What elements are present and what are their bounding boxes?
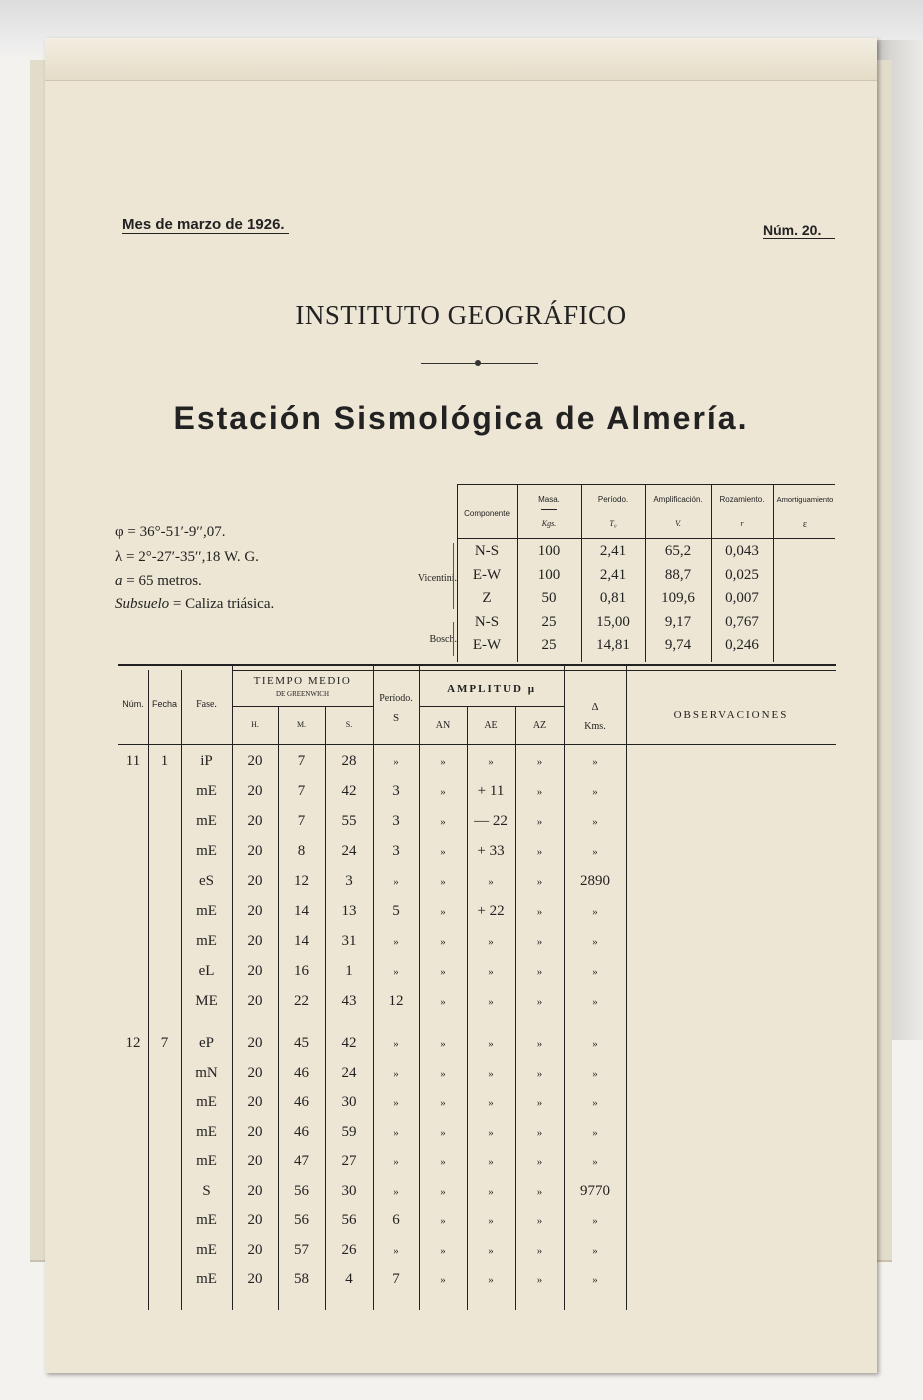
header-componente: Componente: [464, 509, 510, 518]
instrument-table-top-rule: [457, 484, 835, 485]
second-cell: 28: [341, 753, 357, 769]
altitude: [115, 573, 202, 590]
distance-cell: »: [592, 1067, 598, 1080]
distance-cell: »: [592, 816, 598, 828]
header-amplificacion-symbol: V.: [675, 519, 681, 528]
amplitude-e-cell: »: [488, 1215, 494, 1227]
header-tiempo-medio: TIEMPO MEDIO: [253, 675, 352, 687]
amplitude-n-cell: »: [440, 1274, 446, 1286]
header-observaciones: OBSERVACIONES: [673, 709, 789, 721]
instrument-friction-cell: 0,246: [725, 637, 759, 653]
second-cell: 30: [341, 1094, 357, 1110]
distance-cell: »: [592, 996, 598, 1008]
distance-cell: »: [592, 906, 598, 918]
phase-cell: mE: [196, 783, 217, 799]
amplitude-e-cell: + 11: [477, 783, 505, 799]
amplitude-z-cell: »: [536, 1274, 543, 1286]
instrument-amplification-cell: 109,6: [661, 590, 695, 606]
phase-cell: mE: [196, 903, 217, 919]
amplitude-n-cell: »: [440, 756, 446, 768]
header-amplificacion: Amplificación.: [653, 495, 703, 504]
longitude: λ = 2°-27′-35′′,18 W. G.: [115, 549, 259, 565]
amplitude-n-cell: »: [440, 1215, 446, 1227]
distance-cell: »: [592, 1097, 598, 1109]
instrument-mass-cell: 100: [537, 543, 561, 559]
amplitude-n-cell: »: [440, 1156, 446, 1168]
header-amortiguamiento: Amortiguamiento: [776, 495, 834, 504]
phase-cell: iP: [200, 753, 213, 769]
header-h: H.: [251, 720, 259, 729]
header-num: Núm.: [122, 699, 144, 709]
amplitude-e-cell: »: [488, 1038, 494, 1050]
amplitude-n-cell: »: [440, 1244, 446, 1257]
amplitude-n-cell: »: [440, 966, 446, 978]
period-cell: 5: [392, 903, 400, 919]
period-cell: 7: [392, 1271, 400, 1287]
second-cell: 24: [341, 843, 357, 859]
instrument-period-cell: 0,81: [599, 590, 627, 606]
distance-cell: 9770: [580, 1182, 610, 1199]
header-masa-unit: Kgs.: [541, 519, 557, 528]
bosch-label: Bosch.: [429, 634, 457, 645]
document-page: [45, 38, 877, 1373]
phase-cell: mE: [196, 843, 217, 859]
amplitude-n-cell: »: [440, 786, 446, 798]
distance-cell: »: [592, 1126, 598, 1139]
month-header: Mes de marzo de 1926.: [122, 216, 289, 234]
hour-cell: 20: [247, 903, 263, 919]
minute-cell: 7: [297, 753, 306, 769]
header-masa: Masa.: [538, 495, 560, 504]
header-an: AN: [435, 720, 451, 731]
latitude: φ = 36°-51′-9′′,07.: [115, 524, 226, 540]
phase-cell: eS: [199, 873, 214, 889]
amplitude-e-cell: »: [488, 966, 494, 978]
header-amortiguamiento-symbol: ε: [802, 519, 808, 530]
minute-cell: 46: [294, 1094, 309, 1110]
phase-cell: mE: [196, 1271, 217, 1287]
header-az: AZ: [532, 720, 547, 731]
period-cell: 6: [392, 1212, 400, 1228]
amplitude-e-cell: »: [488, 756, 494, 768]
hour-cell: 20: [247, 1241, 263, 1258]
header-rozamiento-symbol: r: [740, 519, 744, 528]
amplitude-z-cell: »: [536, 966, 543, 978]
distance-cell: »: [592, 1038, 598, 1050]
second-cell: 43: [341, 993, 357, 1009]
phase-cell: mE: [196, 1153, 217, 1169]
amplitude-n-cell: »: [440, 1067, 446, 1080]
minute-cell: 7: [297, 813, 306, 829]
hour-cell: 20: [247, 843, 263, 859]
second-cell: 31: [341, 933, 357, 949]
main-table-top-rule: [118, 664, 836, 666]
amplitude-n-cell: »: [440, 846, 446, 858]
amplitude-z-cell: »: [536, 906, 543, 918]
amplitude-z-cell: »: [536, 1067, 543, 1080]
period-cell: »: [393, 1038, 399, 1050]
header-greenwich: DE GREENWICH: [275, 690, 330, 698]
phase-cell: mE: [196, 1094, 217, 1110]
distance-cell: »: [592, 1244, 598, 1257]
period-cell: 3: [392, 783, 400, 799]
phase-cell: ME: [195, 993, 218, 1009]
hour-cell: 20: [247, 933, 263, 949]
instrument-component-cell: E-W: [472, 566, 502, 583]
amplitude-e-cell: — 22: [474, 813, 508, 829]
distance-cell: »: [592, 966, 598, 978]
phase-cell: mE: [196, 1241, 217, 1258]
altitude-value: = 65 metros.: [122, 573, 202, 589]
altitude-label: a: [115, 573, 123, 589]
second-cell: 59: [341, 1123, 357, 1140]
amplitude-n-cell: »: [440, 996, 446, 1008]
instrument-mass-cell: 25: [541, 613, 557, 630]
header-kms: Kms.: [584, 721, 606, 732]
instrument-period-cell: 15,00: [596, 613, 630, 630]
hour-cell: 20: [247, 753, 263, 769]
amplitude-z-cell: »: [536, 1156, 543, 1168]
amplitude-z-cell: »: [536, 846, 543, 858]
phase-cell: mE: [196, 813, 217, 829]
amplitude-n-cell: »: [440, 816, 446, 828]
phase-cell: mE: [196, 933, 217, 949]
header-periodo-symbol: T₀: [609, 519, 617, 528]
minute-cell: 46: [294, 1064, 309, 1081]
header-fecha: Fecha: [151, 699, 177, 709]
quake-number-cell: 11: [125, 753, 141, 769]
quake-number-cell: 12: [125, 1035, 141, 1051]
hour-cell: 20: [247, 783, 263, 799]
amplitude-e-cell: »: [488, 1274, 494, 1286]
distance-cell: »: [592, 756, 598, 768]
amplitude-z-cell: »: [536, 1244, 543, 1257]
header-periodo: Período.: [379, 693, 413, 704]
second-cell: 56: [341, 1212, 357, 1228]
header-fase: Fase.: [196, 699, 217, 710]
instrument-friction-cell: 0,043: [725, 543, 759, 559]
period-cell: »: [393, 966, 399, 978]
second-cell: 42: [341, 1035, 357, 1051]
amplitude-n-cell: »: [440, 906, 446, 918]
minute-cell: 7: [297, 783, 306, 799]
hour-cell: 20: [247, 813, 263, 829]
header-rozamiento: Rozamiento.: [719, 495, 765, 504]
minute-cell: 46: [294, 1123, 309, 1140]
hour-cell: 20: [247, 963, 263, 979]
distance-cell: 2890: [580, 873, 610, 889]
amplitude-z-cell: »: [536, 876, 543, 888]
subsoil: [115, 596, 274, 613]
period-cell: »: [393, 876, 399, 888]
minute-cell: 12: [294, 873, 309, 889]
header-s: S.: [345, 720, 353, 729]
period-cell: 3: [392, 813, 400, 829]
amplitude-e-cell: »: [488, 1185, 494, 1198]
hour-cell: 20: [247, 1182, 263, 1199]
instrument-friction-cell: 0,767: [725, 613, 759, 630]
second-cell: 13: [341, 903, 357, 919]
phase-cell: S: [202, 1182, 211, 1199]
vicentini-label: Vicentini.: [417, 573, 457, 584]
instrument-component-cell: N-S: [474, 613, 500, 630]
period-cell: »: [393, 1097, 399, 1109]
period-cell: »: [393, 1067, 399, 1080]
amplitude-e-cell: »: [488, 936, 494, 948]
amplitude-e-cell: »: [488, 1156, 494, 1168]
instrument-period-cell: 2,41: [599, 566, 627, 583]
instrument-mass-cell: 50: [541, 590, 557, 606]
period-cell: »: [393, 756, 399, 768]
date-cell: 7: [160, 1035, 169, 1051]
minute-cell: 57: [294, 1241, 309, 1258]
second-cell: 26: [341, 1241, 357, 1258]
second-cell: 4: [345, 1271, 353, 1287]
period-cell: 12: [388, 993, 404, 1009]
hour-cell: 20: [247, 993, 263, 1009]
masa-divider: [541, 509, 557, 510]
amplitude-z-cell: »: [536, 996, 543, 1008]
amplitude-n-cell: »: [440, 1185, 446, 1198]
amplitude-e-cell: + 22: [477, 903, 505, 919]
second-cell: 55: [341, 813, 357, 829]
amplitude-e-cell: »: [488, 1097, 494, 1109]
second-cell: 42: [341, 783, 357, 799]
hour-cell: 20: [247, 1123, 263, 1140]
instrument-mass-cell: 25: [541, 637, 557, 653]
minute-cell: 45: [294, 1035, 309, 1051]
hour-cell: 20: [247, 1271, 263, 1287]
instrument-friction-cell: 0,025: [725, 566, 759, 583]
period-cell: 3: [392, 843, 400, 859]
instrument-amplification-cell: 9,17: [664, 613, 692, 630]
amplitude-e-cell: »: [488, 1126, 494, 1139]
distance-cell: »: [592, 1156, 598, 1168]
amplitude-z-cell: »: [536, 756, 543, 768]
amplitude-n-cell: »: [440, 1126, 446, 1139]
instrument-col-line: [773, 484, 774, 662]
minute-cell: 22: [294, 993, 309, 1009]
hour-cell: 20: [247, 1094, 263, 1110]
station-title: Estación Sismológica de Almería.: [173, 400, 749, 436]
subsoil-value: = Caliza triásica.: [169, 596, 275, 612]
hour-cell: 20: [247, 873, 263, 889]
amplitud-header-rule: [419, 706, 564, 707]
subsoil-label: Subsuelo: [115, 596, 170, 612]
hour-cell: 20: [247, 1212, 263, 1228]
amplitude-e-cell: »: [488, 1244, 494, 1257]
amplitude-z-cell: »: [536, 1038, 543, 1050]
minute-cell: 56: [294, 1212, 309, 1228]
column-line: [626, 664, 627, 1310]
amplitude-z-cell: »: [536, 816, 543, 828]
instrument-mass-cell: 100: [537, 566, 561, 583]
header-periodo: Período.: [597, 495, 629, 504]
main-table-top-rule-2: [232, 670, 836, 671]
amplitude-n-cell: »: [440, 936, 446, 948]
main-table-header-rule: [118, 744, 836, 745]
instrument-friction-cell: 0,007: [725, 590, 759, 606]
amplitude-z-cell: »: [536, 1097, 543, 1109]
phase-cell: eL: [198, 963, 215, 979]
phase-cell: mN: [195, 1064, 218, 1081]
instrument-component-cell: Z: [482, 590, 492, 606]
distance-cell: »: [592, 846, 598, 858]
amplitude-n-cell: »: [440, 1097, 446, 1109]
date-cell: 1: [160, 753, 169, 769]
tiempo-header-rule: [232, 706, 373, 707]
instrument-amplification-cell: 9,74: [664, 637, 692, 653]
instrument-period-cell: 2,41: [599, 543, 627, 559]
minute-cell: 14: [294, 903, 309, 919]
second-cell: 30: [341, 1182, 357, 1199]
phase-cell: mE: [196, 1123, 217, 1140]
amplitude-e-cell: »: [488, 996, 494, 1008]
amplitude-e-cell: + 33: [477, 843, 505, 859]
period-cell: »: [393, 936, 399, 948]
hour-cell: 20: [247, 1153, 263, 1169]
distance-cell: »: [592, 1215, 598, 1227]
distance-cell: »: [592, 1274, 598, 1286]
amplitude-z-cell: »: [536, 1215, 543, 1227]
instrument-amplification-cell: 88,7: [664, 566, 692, 583]
minute-cell: 14: [294, 933, 309, 949]
minute-cell: 16: [294, 963, 309, 979]
period-cell: »: [393, 1156, 399, 1168]
header-delta: Δ: [591, 701, 599, 713]
amplitude-z-cell: »: [536, 936, 543, 948]
instrument-amplification-cell: 65,2: [664, 543, 692, 559]
header-amplitud: AMPLITUD μ: [447, 683, 536, 695]
second-cell: 27: [341, 1153, 357, 1169]
phase-cell: mE: [196, 1212, 217, 1228]
header-ae: AE: [484, 720, 498, 731]
institute-title: INSTITUTO GEOGRÁFICO: [295, 300, 627, 330]
minute-cell: 47: [294, 1153, 309, 1169]
issue-number: Núm. 20.: [763, 222, 835, 239]
hour-cell: 20: [247, 1064, 263, 1081]
amplitude-e-cell: »: [488, 876, 494, 888]
instrument-table-header-rule: [457, 538, 835, 539]
instrument-period-cell: 14,81: [596, 637, 630, 653]
period-cell: »: [393, 1185, 399, 1198]
amplitude-e-cell: »: [488, 1067, 494, 1080]
instrument-component-cell: E-W: [472, 637, 502, 653]
second-cell: 1: [345, 963, 353, 979]
second-cell: 3: [345, 873, 353, 889]
distance-cell: »: [592, 786, 598, 798]
minute-cell: 8: [297, 843, 306, 859]
header-periodo-s: S: [392, 712, 400, 724]
hour-cell: 20: [247, 1035, 263, 1051]
amplitude-z-cell: »: [536, 1126, 543, 1139]
amplitude-z-cell: »: [536, 786, 543, 798]
amplitude-n-cell: »: [440, 876, 446, 888]
distance-cell: »: [592, 936, 598, 948]
amplitude-z-cell: »: [536, 1185, 543, 1198]
period-cell: »: [393, 1244, 399, 1257]
instrument-component-cell: N-S: [474, 543, 500, 559]
amplitude-n-cell: »: [440, 1038, 446, 1050]
second-cell: 24: [341, 1064, 357, 1081]
ornament-dot: [475, 360, 481, 366]
phase-cell: eP: [199, 1035, 214, 1051]
period-cell: »: [393, 1126, 399, 1139]
header-m: M.: [296, 720, 307, 729]
minute-cell: 58: [294, 1271, 309, 1287]
minute-cell: 56: [294, 1182, 309, 1199]
